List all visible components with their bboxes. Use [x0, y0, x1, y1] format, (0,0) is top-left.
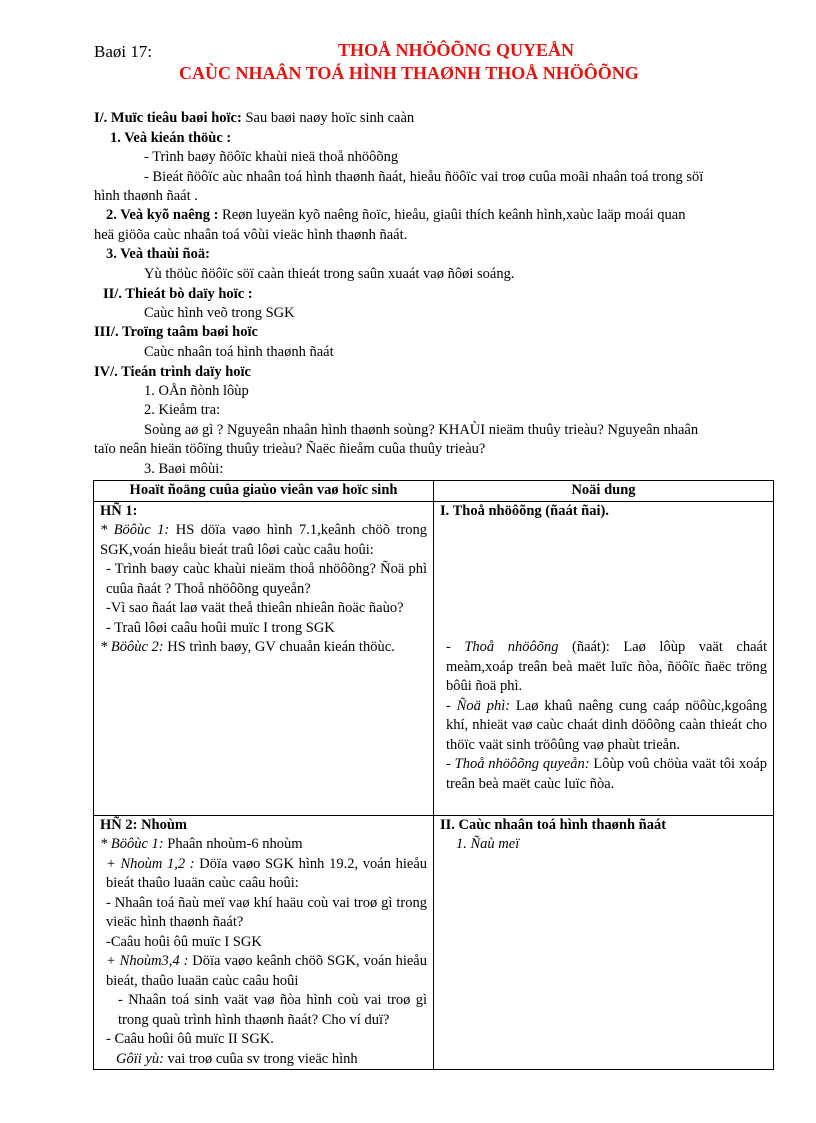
objectives-section	[94, 109, 414, 129]
activity-1-step-1	[100, 521, 427, 560]
activity-2-group-34-ref: - Caâu hoûi ôû muïc II SGK.	[106, 1031, 274, 1047]
table-header-row	[94, 481, 774, 502]
activity-1-cell	[94, 501, 434, 815]
skill-section	[106, 206, 686, 226]
content-1-def-1-text: (ñaát): Laø lôùp vaät chaát meàm,xoáp treân beà maët luïc ñòa, ñöôïc ñaëc tröng bôûi ñoä phì.	[446, 639, 767, 694]
activity-2-group-34	[100, 952, 427, 991]
activity-2-group-12-label: + Nhoùm 1,2 :	[106, 855, 195, 872]
content-1-cell	[434, 501, 774, 815]
skill-text: Reøn luyeän kyõ naêng ñoïc, hieåu, giaûi thích keânh hình,xaùc laäp moái quan	[222, 207, 686, 223]
activity-2-step-1-text: Phaân nhoùm-6 nhoùm	[167, 836, 303, 852]
content-1-spacer	[440, 521, 767, 638]
activity-1-step-2-text: HS trình baøy, GV chuaån kieán thöùc.	[167, 639, 395, 655]
activity-2-group-12-ref: -Caâu hoûi ôû muïc I SGK	[106, 933, 262, 950]
activity-1-question-3: - Traû lôøi caâu hoûi muïc I trong SGK	[106, 619, 335, 636]
activity-2-note-label: Gôïi yù:	[116, 1050, 164, 1067]
check-questions: Soùng aø gì ? Nguyeân nhaân hình thaønh soùng? KHAÙI nieäm thuûy trieàu? Nguyeân nhaân	[144, 422, 699, 438]
process-step-1: 1. OÅn ñònh lôùp	[144, 383, 249, 399]
content-1-def-1	[440, 638, 767, 697]
activity-2-group-34-label: + Nhoùm3,4 :	[106, 953, 189, 969]
teacher-activity-header: Hoaït ñoäng cuûa giaùo vieân vaø hoïc sinh	[94, 481, 434, 502]
activity-1-question-1: - Trình baøy caùc khaùi nieäm thoå nhöôõng? Ñoä phì cuûa ñaát ? Thoå nhöôõng quyeån?	[106, 561, 427, 597]
activity-2-group-12-text: Döïa vaøo SGK hình 19.2, voán hieåu bieát thaûo luaän caùc caâu hoûi:	[106, 855, 428, 891]
focus-heading: III/. Troïng taâm baøi hoïc	[94, 324, 258, 340]
check-questions-cont: taïo neân hieän töôïng thuûy trieàu? Ñaëc ñieåm cuûa thuûy trieàu?	[94, 441, 486, 457]
activity-1-step-1-label: * Böôùc 1:	[100, 522, 170, 538]
skill-title: 2. Veà kyõ naêng :	[106, 207, 219, 223]
equipment-text: Caùc hình veõ trong SGK	[144, 305, 295, 321]
activity-2-cell	[94, 815, 434, 1070]
activity-2-group-12	[100, 855, 427, 894]
objectives-intro: Sau baøi naøy hoïc sinh caàn	[245, 110, 415, 126]
process-step-2: 2. Kieåm tra:	[144, 402, 221, 418]
content-2-sub-1: 1. Ñaù meï	[456, 836, 520, 852]
activity-1-step-1-text: HS döïa vaøo hình 7.1,keânh chöõ trong SGK,voán hieåu bieát traû lôøi caùc caâu hoûi:	[100, 522, 428, 558]
content-2-cell	[434, 815, 774, 1070]
objectives-heading: I/. Muïc tieâu baøi hoïc:	[94, 110, 242, 126]
content-1-title: I. Thoå nhöôõng (ñaát ñai).	[440, 502, 609, 519]
content-1-def-1-label: - Thoå nhöôõng	[446, 639, 559, 655]
equipment-heading: II/. Thieát bò daïy hoïc :	[103, 286, 253, 302]
activity-2-title: HÑ 2: Nhoùm	[100, 816, 188, 833]
activity-2-step-1	[100, 835, 427, 855]
content-header: Noäi dung	[434, 481, 774, 502]
activity-2-group-34-text: Döïa vaøo keânh chöõ SGK, voán hieåu bieát, thaûo luaän caùc caâu hoûi	[106, 953, 427, 989]
process-heading: IV/. Tieán trình daïy hoïc	[94, 364, 251, 380]
activity-row-1	[94, 501, 774, 815]
content-1-def-2	[440, 697, 767, 756]
skill-text-cont: heä giöõa caùc nhaân toá vôùi vieäc hình thaønh ñaát.	[94, 227, 408, 243]
activity-2-note-text: vai troø cuûa sv trong vieäc hình	[167, 1050, 358, 1067]
content-1-def-2-label: - Ñoä phì:	[446, 697, 511, 714]
knowledge-title: 1. Veà kieán thöùc :	[110, 130, 232, 146]
content-2-title: II. Caùc nhaân toá hình thaønh ñaát	[440, 816, 667, 833]
page-title: THOÅ NHÖÔÕNG QUYEÅN	[338, 40, 575, 60]
activity-2-group-12-question: - Nhaân toá ñaù meï vaø khí haäu coù vai troø gì trong vieäc hình thaønh ñaát?	[106, 894, 427, 930]
content-1-def-3	[440, 755, 767, 794]
knowledge-item-1: - Trình baøy ñöôïc khaùi nieä thoå nhöôõng	[144, 149, 399, 165]
page-subtitle: CAÙC NHAÂN TOÁ HÌNH THAØNH THOÅ NHÖÔÕNG	[179, 63, 639, 83]
activity-2-group-34-question: - Nhaân toá sinh vaät vaø ñòa hình coù vai troø gì trong quaù trình hình thaønh ñaát? Cho ví duï?	[118, 992, 427, 1028]
activity-1-title: HÑ 1:	[100, 502, 138, 519]
lesson-number: Baøi 17:	[94, 42, 153, 61]
attitude-title: 3. Veà thaùi ñoä:	[106, 246, 210, 262]
knowledge-item-2: - Bieát ñöôïc aùc nhaân toá hình thaønh ñaát, hieåu ñöôïc vai troø cuûa moãi nhaân toá trong söï	[144, 169, 704, 185]
content-1-def-3-text: Lôùp voû chöùa vaät tôi xoáp treân beà maët caùc luïc ñòa.	[446, 756, 768, 792]
activity-1-question-2: -Vì sao ñaát laø vaät theå thieân nhieân ñoäc ñaùo?	[106, 600, 404, 616]
activity-2-step-1-label: * Böôùc 1:	[100, 836, 164, 852]
activity-2-note	[100, 1050, 427, 1070]
attitude-text: Yù thöùc ñöôïc söï caàn thieát trong saûn xuaát vaø ñôøi soáng.	[144, 266, 515, 282]
process-step-3: 3. Baøi môùi:	[144, 461, 224, 477]
activity-1-step-2-label: * Böôùc 2:	[100, 639, 164, 655]
content-1-def-2-text: Laø khaû naêng cung caáp nöôùc,kgoâng khí, nhieät vaø caùc chaát dinh döôõng caàn thieát cho thöïc vaät sinh tröôûng vaø phaùt trieån.	[446, 697, 768, 753]
activity-1-step-2	[100, 638, 427, 658]
knowledge-item-2-cont: hình thaønh ñaát .	[94, 188, 198, 204]
lesson-table	[93, 480, 774, 1070]
activity-row-2	[94, 815, 774, 1070]
focus-text: Caùc nhaân toá hình thaønh ñaát	[144, 344, 334, 360]
content-1-def-3-label: - Thoå nhöôõng quyeån:	[446, 756, 590, 772]
